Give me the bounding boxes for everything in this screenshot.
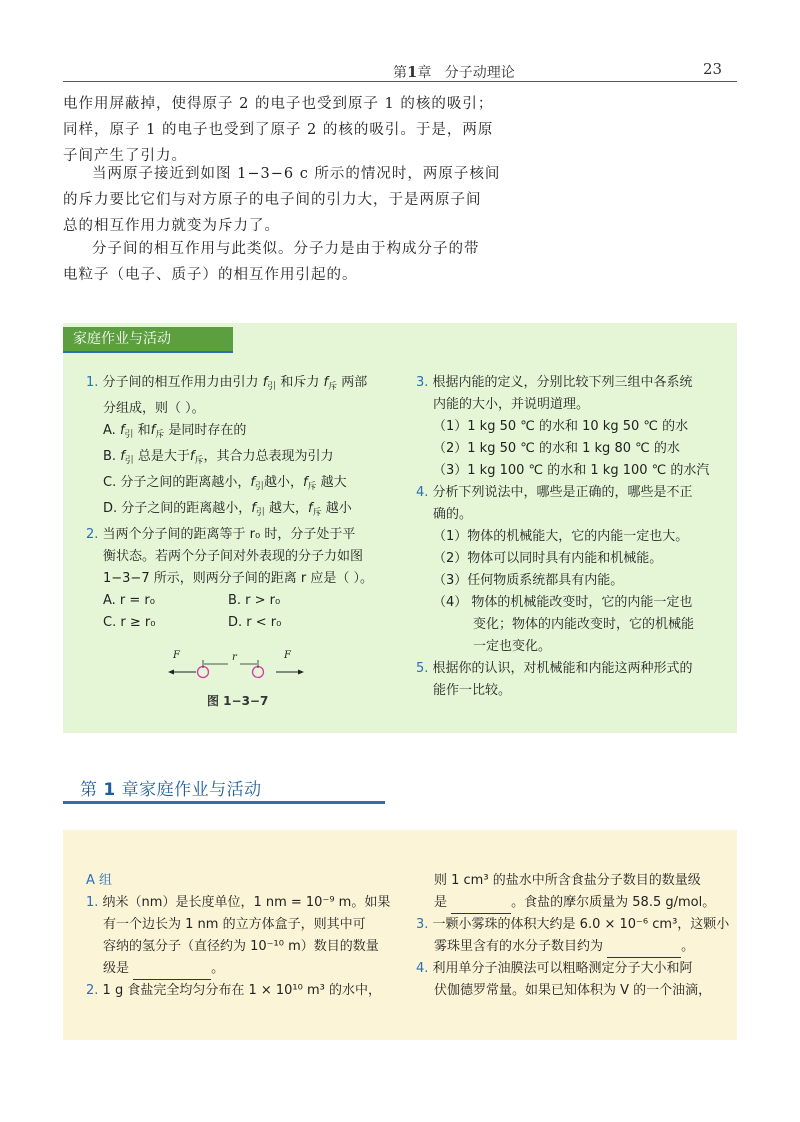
question-number: 4. [416, 485, 429, 500]
section-title-suffix: 章家庭作业与活动 [115, 780, 262, 800]
q5-text: 根据你的认识，对机械能和内能这两种形式的 [432, 661, 693, 676]
option-text: 总是大于 [133, 449, 190, 464]
symbol-f: f [262, 375, 268, 390]
chapter-suffix: 章 [417, 65, 432, 81]
question-number: 3. [416, 375, 429, 390]
figure-caption: 图 1−3−7 [207, 694, 269, 708]
option-1c[interactable] [86, 472, 406, 498]
answer-blank[interactable] [607, 943, 681, 958]
symbol-f: f [150, 423, 156, 438]
chapter-section-title [80, 775, 262, 800]
intro-paragraph-1 [63, 91, 503, 169]
intro-line: 总的相互作用力就变为斥力了。 [63, 218, 280, 234]
q2-options-row-1 [86, 590, 406, 612]
intro-line: 同样，原子 1 的电子也受到了原子 2 的核的吸引。于是，两原 [63, 122, 494, 138]
hw4-text: 利用单分子油膜法可以粗略测定分子大小和阿 [432, 961, 693, 976]
subscript-repel: 斥 [312, 508, 322, 518]
option-text: 越小， [263, 475, 303, 490]
intro-line: 当两原子接近到如图 1−3−6 c 所示的情况时，两原子核间 [92, 166, 501, 182]
subscript-repel: 斥 [307, 482, 317, 492]
hw4-line-2: 伏伽德罗常量。如果已知体积为 V 的一个油滴， [434, 983, 712, 998]
section-title-rule [63, 801, 385, 804]
question-1 [86, 372, 406, 398]
hw-question-2 [86, 980, 402, 1002]
subscript-repel: 斥 [194, 456, 204, 466]
chapter-title: 分子动理论 [444, 65, 515, 81]
option-text: 越小 [321, 501, 352, 516]
activity-header: 家庭作业与活动 [63, 327, 233, 351]
q1-text: 分子间的相互作用力由引力 [102, 375, 263, 390]
q3-item-1: （1）1 kg 50 ℃ 的水和 10 kg 50 ℃ 的水 [433, 419, 689, 434]
q4-item-3: （3）任何物质系统都具有内能。 [433, 573, 624, 588]
symbol-f: f [323, 375, 329, 390]
hw-question-4 [416, 958, 734, 980]
hw2-text: 是 [434, 895, 448, 910]
intro-line: 分子间的相互作用与此类似。分子力是由于构成分子的带 [92, 241, 480, 257]
arrow-head-right [298, 670, 304, 675]
symbol-f: f [119, 423, 125, 438]
option-2b[interactable]: B. r > r₀ [228, 593, 281, 608]
section-title-prefix: 第 [80, 780, 104, 800]
question-3 [416, 372, 721, 394]
question-5 [416, 658, 721, 680]
hw1-line-2: 有一个边长为 1 nm 的立方体盒子，则其中可 [103, 917, 366, 932]
hw3-text: 一颗小雾珠的体积大约是 6.0 × 10⁻⁶ cm³，这颗小 [432, 917, 730, 932]
question-number: 4. [416, 961, 429, 976]
q4-item-2: （2）物体可以同时具有内能和机械能。 [433, 551, 663, 566]
hw1-line-3: 容纳的氢分子（直径约为 10⁻¹⁰ m）数目的数量 [103, 939, 379, 954]
option-2a[interactable]: A. r = r₀ [103, 593, 155, 608]
subscript-attract: 引 [124, 456, 134, 466]
activity-left-column [86, 372, 406, 634]
hw1-text: 级是 [103, 961, 130, 976]
hw2-line-2: 则 1 cm³ 的盐水中所含食盐分子数目的数量级 [434, 873, 701, 888]
option-text: ，其合力总表现为引力 [203, 449, 334, 464]
option-1a[interactable] [86, 420, 406, 446]
q5-line-2: 能作一比较。 [433, 683, 512, 698]
intro-line: 电作用屏蔽掉，使得原子 2 的电子也受到原子 1 的核的吸引； [63, 96, 494, 112]
activity-right-column [416, 372, 721, 702]
q2-options-row-2 [86, 612, 406, 634]
section-title-number: 1 [103, 780, 116, 800]
hw1-text: 纳米（nm）是长度单位，1 nm = 10⁻⁹ m。如果 [102, 895, 391, 910]
intro-paragraph-3 [63, 236, 503, 262]
chapter-prefix: 第 [393, 65, 407, 81]
question-4 [416, 482, 721, 504]
q2-text: 当两个分子间的距离等于 r₀ 时，分子处于平 [102, 527, 356, 542]
option-1b[interactable] [86, 446, 406, 472]
intro-paragraph-2-cont [63, 187, 503, 239]
page-number: 23 [703, 60, 723, 78]
symbol-f: f [251, 501, 256, 516]
figure-label-f-left: F [173, 650, 180, 661]
q4-line-2: 确的。 [433, 507, 473, 522]
question-number: 3. [416, 917, 429, 932]
q4-text: 分析下列说法中，哪些是正确的，哪些是不正 [432, 485, 693, 500]
q4-item-1: （1）物体的机械能大，它的内能一定也大。 [433, 529, 689, 544]
symbol-f: f [308, 501, 313, 516]
symbol-f: f [250, 475, 255, 490]
subscript-repel: 斥 [155, 430, 165, 440]
question-number: 1. [86, 895, 99, 910]
molecule-left [198, 667, 209, 678]
hw3-line-2: 雾珠里含有的水分子数目约为 。 [434, 936, 734, 958]
hw2-text: 1 g 食盐完全均匀分布在 1 × 10¹⁰ m³ 的水中， [102, 983, 381, 998]
q3-item-2: （2）1 kg 50 ℃ 的水和 1 kg 80 ℃ 的水 [433, 441, 680, 456]
figure-label-r: r [232, 652, 237, 663]
option-text: 越大， [264, 501, 309, 516]
activity-header-rule [63, 351, 233, 353]
question-number: 1. [86, 375, 99, 390]
header-rule [63, 81, 737, 82]
subscript-repel: 斥 [328, 382, 338, 392]
answer-blank[interactable] [451, 899, 511, 914]
option-label: D. 分子之间的距离越小， [103, 501, 252, 516]
q2-line-2: 衡状态。若两个分子间对外表现的分子力如图 [103, 549, 364, 564]
figure-label-f-right: F [284, 650, 291, 661]
symbol-f: f [189, 449, 195, 464]
subscript-attract: 引 [124, 430, 134, 440]
hw1-line-4: 级是 。 [86, 958, 402, 980]
subscript-attract: 引 [254, 482, 264, 492]
q4-item-4-cont: 一定也变化。 [473, 639, 552, 654]
option-label: B. [103, 449, 121, 464]
subscript-attract: 引 [267, 382, 277, 392]
q1-text: 和斥力 [276, 375, 324, 390]
q1-text: 两部 [337, 375, 368, 390]
option-text: 是同时存在的 [164, 423, 247, 438]
option-text: 和 [133, 423, 151, 438]
intro-line: 电粒子（电子、质子）的相互作用引起的。 [63, 267, 358, 283]
hw2-line-3 [434, 892, 734, 914]
q3-text: 根据内能的定义，分别比较下列三组中各系统 [432, 375, 693, 390]
q4-item-4-cont: 变化；物体的内能改变时，它的机械能 [473, 617, 695, 632]
q2-line-3: 1−3−7 所示，则两分子间的距离 r 应是（ ）。 [103, 571, 373, 586]
hw-question-1 [86, 892, 402, 914]
question-number: 2. [86, 983, 99, 998]
hw-question-3 [416, 914, 734, 936]
q3-line-2: 内能的大小，并说明道理。 [433, 397, 590, 412]
answer-blank[interactable] [133, 965, 211, 980]
question-number: 2. [86, 527, 99, 542]
chapter-number: 1 [407, 63, 418, 81]
option-text: 越大 [316, 475, 347, 490]
symbol-f: f [120, 449, 125, 464]
intro-paragraph-2 [63, 161, 503, 187]
question-number: 5. [416, 661, 429, 676]
option-2c[interactable]: C. r ≥ r₀ [103, 615, 156, 630]
intro-line: 子间产生了引力。 [63, 148, 187, 164]
q3-item-3: （3）1 kg 100 ℃ 的水和 1 kg 100 ℃ 的水汽 [433, 463, 710, 478]
question-2 [86, 524, 406, 546]
option-label: A. [103, 423, 120, 438]
homework-right-column [416, 870, 734, 1002]
option-1d[interactable] [86, 498, 406, 524]
group-label: A 组 [86, 873, 113, 888]
arrow-head-left [168, 670, 174, 675]
molecule-right [253, 667, 264, 678]
hw2-text: 。食盐的摩尔质量为 58.5 g/mol。 [511, 895, 716, 910]
option-2d[interactable]: D. r < r₀ [228, 615, 282, 630]
intro-line: 的斥力要比它们与对方原子的电子间的引力大，于是两原子间 [63, 192, 482, 208]
option-label: C. 分子之间的距离越小， [103, 475, 251, 490]
homework-left-column [86, 870, 402, 1002]
hw3-text: 雾珠里含有的水分子数目约为 [434, 939, 604, 954]
q1-line-2: 分组成，则（ ）。 [103, 401, 205, 416]
chapter-header [393, 62, 515, 82]
subscript-attract: 引 [255, 508, 265, 518]
intro-paragraph-3-cont [63, 262, 503, 288]
q4-item-4: （4） 物体的机械能改变时，它的内能一定也 [433, 595, 693, 610]
symbol-f: f [302, 475, 308, 490]
